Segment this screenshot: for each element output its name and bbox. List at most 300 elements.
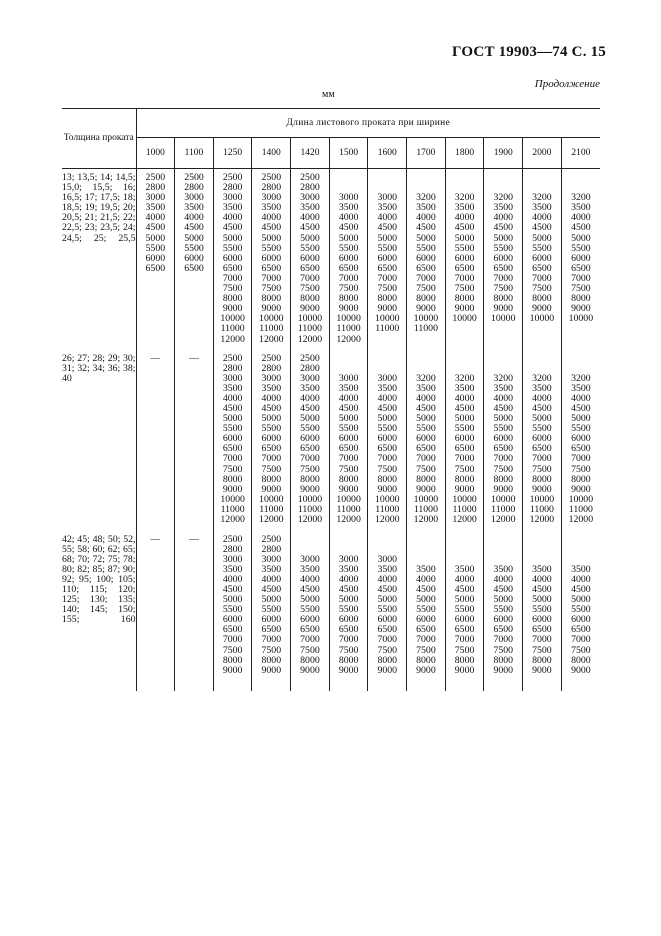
length-value: 3500	[184, 202, 204, 214]
length-value: 3500	[454, 202, 475, 214]
length-cell	[136, 350, 175, 531]
length-value: 12000	[452, 514, 477, 525]
length-value: 6000	[454, 614, 475, 626]
length-value: 5000	[571, 413, 591, 425]
length-value: 5500	[184, 242, 204, 254]
length-value: 12000	[336, 514, 361, 525]
length-value: 10000	[452, 313, 477, 325]
length-value: 3000	[338, 192, 359, 204]
length-value: 6500	[532, 624, 552, 636]
width-header-row	[62, 138, 600, 169]
length-span-header: Длина листового проката при ширине	[136, 109, 600, 138]
length-value: 11000	[336, 503, 361, 515]
length-value: 4500	[338, 402, 359, 414]
length-value: 4000	[184, 212, 204, 224]
length-value: 4000	[261, 573, 282, 585]
length-value: 4500	[222, 583, 243, 595]
length-value: 6000	[571, 614, 591, 626]
length-value: 3500	[300, 382, 320, 394]
length-value: 5500	[338, 423, 359, 435]
length-value: 10000	[568, 493, 594, 505]
length-value: 10000	[259, 313, 284, 325]
length-value: 3200	[493, 192, 514, 204]
length-value: 7500	[571, 463, 591, 475]
length-value: 5000	[338, 232, 359, 244]
length-value: 7500	[222, 463, 243, 475]
length-value: 4000	[416, 573, 436, 585]
length-value: 6500	[532, 262, 552, 274]
length-value: 10000	[529, 313, 555, 325]
length-value: 3500	[222, 563, 243, 575]
length-value: 8000	[571, 293, 591, 305]
length-value: 8000	[416, 473, 436, 485]
length-value: 2800	[222, 362, 243, 374]
length-value: 6500	[532, 443, 552, 455]
length-value: 9000	[377, 664, 398, 676]
length-value: 3500	[532, 382, 552, 394]
length-value: 3500	[377, 202, 398, 214]
length-value: 3000	[184, 192, 204, 204]
length-value: 5000	[532, 594, 552, 606]
length-value: 6000	[338, 433, 359, 445]
length-value: 5500	[571, 423, 591, 435]
length-value: 6000	[454, 252, 475, 264]
length-value: 5000	[261, 413, 282, 425]
length-value: 3200	[532, 372, 552, 384]
length-value: 6000	[416, 433, 436, 445]
page-title: ГОСТ 19903—74 С. 15	[452, 44, 606, 60]
length-cell	[561, 350, 600, 531]
length-value: 5500	[416, 242, 436, 254]
length-value: 2500	[261, 172, 282, 183]
length-value: 7000	[222, 634, 243, 646]
length-value: 5000	[338, 413, 359, 425]
length-value: 4000	[493, 573, 514, 585]
length-value: 9000	[222, 664, 243, 676]
length-value: 7000	[300, 453, 320, 465]
length-value: 5000	[338, 594, 359, 606]
length-value: 8000	[454, 293, 475, 305]
length-cell	[523, 169, 562, 350]
length-value: 5000	[222, 413, 243, 425]
length-value: 9000	[261, 483, 282, 495]
length-value: 10000	[336, 313, 361, 325]
length-value: 7000	[377, 453, 398, 465]
length-value: 8000	[416, 654, 436, 666]
length-value: 2800	[261, 543, 282, 555]
length-value: 9000	[493, 664, 514, 676]
length-value: 7000	[377, 634, 398, 646]
length-value: 6500	[261, 443, 282, 455]
length-value: 5500	[454, 423, 475, 435]
length-value: 3500	[145, 202, 166, 214]
length-value: 5500	[222, 604, 243, 616]
length-value: 4000	[532, 573, 552, 585]
length-value: 8000	[338, 654, 359, 666]
length-value: 6000	[416, 252, 436, 264]
width-header-cell: 1400	[252, 138, 291, 169]
length-value: 6500	[222, 262, 243, 274]
length-value: 3500	[261, 382, 282, 394]
length-value: 8000	[377, 654, 398, 666]
length-value: 5000	[222, 232, 243, 244]
length-value: 9000	[300, 303, 320, 315]
length-value: 4500	[338, 222, 359, 234]
length-value: 5500	[338, 242, 359, 254]
length-value: 7000	[493, 272, 514, 284]
length-value: 5000	[145, 232, 166, 244]
length-value: 6500	[454, 443, 475, 455]
length-value: 12000	[490, 514, 516, 525]
length-value: 6500	[300, 262, 320, 274]
length-value: 4000	[571, 392, 591, 404]
length-value: 5500	[300, 242, 320, 254]
length-value: 6000	[532, 252, 552, 264]
length-value: 12000	[413, 514, 439, 525]
length-value: 7500	[338, 283, 359, 295]
length-value: 8000	[222, 654, 243, 666]
length-value: 4000	[338, 212, 359, 224]
length-value: 4000	[454, 573, 475, 585]
width-header-cell: 1700	[407, 138, 446, 169]
length-value: 6000	[532, 433, 552, 445]
width-header-cell: 1420	[291, 138, 330, 169]
length-value: 8000	[300, 293, 320, 305]
length-value: 7000	[300, 634, 320, 646]
length-value: 7000	[571, 634, 591, 646]
length-value: 4500	[377, 402, 398, 414]
thickness-cell: 26; 27; 28; 29; 30; 31; 32; 34; 36; 38; 40	[62, 350, 136, 531]
length-value: 7000	[338, 634, 359, 646]
length-cell	[329, 531, 368, 691]
length-value: 8000	[261, 293, 282, 305]
length-value: 4000	[416, 392, 436, 404]
length-value: 3500	[493, 382, 514, 394]
length-value: 2500	[300, 352, 320, 364]
length-value: 2500	[261, 533, 282, 545]
length-value: 2800	[222, 182, 243, 194]
length-value: 5000	[571, 232, 591, 244]
length-value: 3500	[416, 563, 436, 575]
length-cell	[407, 531, 446, 691]
length-value: 6000	[493, 433, 514, 445]
length-value: 6500	[571, 443, 591, 455]
length-value: 12000	[375, 514, 400, 525]
length-cell	[445, 169, 484, 350]
length-value: 12000	[220, 333, 245, 345]
length-value: 7500	[222, 283, 243, 295]
length-value: 4000	[532, 212, 552, 224]
length-value: 12000	[529, 514, 555, 525]
length-value: 4500	[493, 402, 514, 414]
length-value: 7500	[261, 283, 282, 295]
length-value: 5500	[261, 604, 282, 616]
length-value: 10000	[297, 493, 323, 505]
width-header-cell: 1000	[136, 138, 175, 169]
length-value: 7000	[571, 272, 591, 284]
length-value: 6000	[377, 433, 398, 445]
length-value: 9000	[222, 303, 243, 315]
length-value: 6500	[377, 624, 398, 636]
length-value: 5000	[454, 232, 475, 244]
length-value: 8000	[571, 654, 591, 666]
length-cell	[368, 531, 407, 691]
length-value: 7500	[532, 644, 552, 656]
length-value: 9000	[416, 664, 436, 676]
length-value: 5000	[416, 232, 436, 244]
length-value: 4000	[145, 212, 166, 224]
length-value: 9000	[338, 303, 359, 315]
continuation-label: Продолжение	[534, 78, 600, 90]
length-value: 3500	[338, 563, 359, 575]
width-header-cell: 1100	[175, 138, 214, 169]
length-value: 5000	[454, 594, 475, 606]
length-value: 8000	[416, 293, 436, 305]
length-value: 7000	[416, 634, 436, 646]
length-value: 8000	[493, 473, 514, 485]
length-value: 7500	[416, 283, 436, 295]
length-value: 9000	[532, 303, 552, 315]
length-value: 7000	[532, 272, 552, 284]
length-value: 2800	[300, 362, 320, 374]
length-value: 6000	[145, 252, 166, 264]
dash-value: —	[189, 352, 199, 364]
length-value: 3500	[300, 563, 320, 575]
length-value: 7000	[454, 272, 475, 284]
length-table	[62, 108, 600, 691]
length-value: 2800	[261, 362, 282, 374]
length-value: 11000	[452, 503, 477, 515]
length-value: 3000	[377, 192, 398, 204]
length-value: 9000	[532, 664, 552, 676]
length-value: 4500	[571, 402, 591, 414]
length-value: 5500	[493, 423, 514, 435]
length-value: 6000	[571, 433, 591, 445]
length-value: 7000	[222, 272, 243, 284]
length-value: 6000	[300, 252, 320, 264]
length-cell	[213, 531, 252, 691]
length-value: 9000	[454, 664, 475, 676]
length-value: 8000	[454, 654, 475, 666]
length-value: 7000	[454, 634, 475, 646]
length-value: 7500	[300, 463, 320, 475]
length-value: 5500	[377, 604, 398, 616]
length-value: 3500	[338, 202, 359, 214]
length-value: 3500	[532, 563, 552, 575]
length-value: 5000	[532, 413, 552, 425]
length-cell	[329, 169, 368, 350]
length-value: 11000	[297, 323, 323, 335]
length-value: 4500	[532, 583, 552, 595]
length-value: 2500	[300, 172, 320, 183]
length-cell	[484, 531, 523, 691]
length-value: 6000	[222, 614, 243, 626]
length-value: 3000	[222, 372, 243, 384]
length-value: 4500	[145, 222, 166, 234]
length-value: 4500	[571, 222, 591, 234]
length-value: 7500	[532, 463, 552, 475]
length-value: 8000	[338, 473, 359, 485]
length-value: 9000	[261, 303, 282, 315]
length-value: 2500	[261, 352, 282, 364]
width-header-cell: 1250	[213, 138, 252, 169]
length-cell	[291, 350, 330, 531]
length-value: 3500	[261, 202, 282, 214]
length-value: 7000	[261, 634, 282, 646]
length-value: 7500	[493, 463, 514, 475]
length-value: 10000	[413, 313, 439, 325]
table-row	[62, 350, 600, 531]
length-cell	[523, 350, 562, 531]
length-value: 7500	[300, 283, 320, 295]
length-value: 4000	[454, 212, 475, 224]
length-cell	[291, 531, 330, 691]
length-value: 5000	[493, 594, 514, 606]
length-value: 7500	[338, 463, 359, 475]
length-value: 3200	[493, 372, 514, 384]
length-value: 5500	[493, 242, 514, 254]
length-value: 7000	[454, 453, 475, 465]
length-value: 9000	[454, 483, 475, 495]
length-value: 2500	[145, 172, 166, 183]
length-value: 2800	[184, 182, 204, 194]
length-value: 11000	[413, 323, 438, 335]
length-value: 5000	[300, 413, 320, 425]
length-value: 4500	[222, 222, 243, 234]
length-value: 3000	[261, 372, 282, 384]
length-value: 7000	[377, 272, 398, 284]
length-value: 12000	[259, 514, 284, 525]
length-value: 6000	[377, 614, 398, 626]
length-value: 5000	[377, 594, 398, 606]
length-value: 7000	[493, 634, 514, 646]
length-value: 4500	[184, 222, 204, 234]
length-value: 9000	[377, 303, 398, 315]
length-value: 5500	[338, 604, 359, 616]
length-value: 4000	[377, 392, 398, 404]
length-value: 3000	[145, 192, 166, 204]
length-value: 6000	[222, 252, 243, 264]
length-value: 4500	[416, 583, 436, 595]
length-value: 5000	[377, 232, 398, 244]
length-cell	[368, 350, 407, 531]
length-value: 4000	[493, 392, 514, 404]
length-value: 2500	[222, 172, 243, 183]
length-value: 7000	[416, 453, 436, 465]
length-value: 4500	[416, 402, 436, 414]
length-value: 11000	[375, 323, 400, 335]
length-value: 4500	[338, 583, 359, 595]
length-cell	[523, 531, 562, 691]
length-value: 3200	[416, 372, 436, 384]
length-value: 5500	[454, 242, 475, 254]
length-value: 5500	[532, 604, 552, 616]
length-value: 10000	[375, 313, 400, 325]
length-value: 6000	[532, 614, 552, 626]
length-value: 11000	[220, 323, 245, 335]
length-cell	[291, 169, 330, 350]
thickness-header: Толщина проката	[62, 109, 136, 169]
length-value: 3500	[416, 382, 436, 394]
length-value: 5500	[571, 604, 591, 616]
width-header-cell: 1900	[484, 138, 523, 169]
length-value: 8000	[300, 654, 320, 666]
width-header-cell: 1600	[368, 138, 407, 169]
length-value: 4000	[377, 212, 398, 224]
length-cell	[175, 531, 214, 691]
length-value: 7500	[454, 283, 475, 295]
length-value: 10000	[413, 493, 439, 505]
length-value: 6000	[377, 252, 398, 264]
length-value: 4000	[222, 392, 243, 404]
length-value: 11000	[336, 323, 361, 335]
length-value: 7500	[416, 463, 436, 475]
length-value: 3200	[532, 192, 552, 204]
width-header-cell: 2000	[523, 138, 562, 169]
length-value: 6000	[338, 614, 359, 626]
length-value: 8000	[493, 654, 514, 666]
length-value: 8000	[338, 293, 359, 305]
length-cell	[407, 169, 446, 350]
length-value: 3500	[261, 563, 282, 575]
length-value: 5000	[222, 594, 243, 606]
length-value: 3500	[338, 382, 359, 394]
length-cell	[213, 169, 252, 350]
length-value: 5000	[493, 413, 514, 425]
length-value: 5500	[454, 604, 475, 616]
length-value: 6500	[493, 624, 514, 636]
length-value: 6500	[338, 262, 359, 274]
length-value: 7000	[416, 272, 436, 284]
length-value: 7500	[454, 644, 475, 656]
length-value: 6000	[300, 433, 320, 445]
length-value: 3500	[532, 202, 552, 214]
length-value: 4000	[493, 212, 514, 224]
length-value: 5500	[493, 604, 514, 616]
length-value: 6500	[454, 262, 475, 274]
length-value: 9000	[493, 483, 514, 495]
length-value: 5500	[222, 242, 243, 254]
length-value: 7000	[338, 453, 359, 465]
length-value: 4500	[571, 583, 591, 595]
length-value: 5000	[416, 413, 436, 425]
length-value: 3500	[416, 202, 436, 214]
length-value: 7000	[493, 453, 514, 465]
length-value: 6500	[261, 262, 282, 274]
length-value: 4000	[532, 392, 552, 404]
length-value: 10000	[529, 493, 555, 505]
length-value: 5500	[261, 242, 282, 254]
length-value: 9000	[261, 664, 282, 676]
length-value: 7500	[261, 463, 282, 475]
length-value: 9000	[300, 664, 320, 676]
length-value: 3500	[377, 382, 398, 394]
length-value: 5000	[261, 594, 282, 606]
length-value: 8000	[377, 473, 398, 485]
length-value: 6000	[493, 252, 514, 264]
length-value: 3000	[261, 192, 282, 204]
length-cell	[252, 169, 291, 350]
length-value: 4500	[261, 222, 282, 234]
length-value: 7000	[300, 272, 320, 284]
length-value: 3000	[300, 192, 320, 204]
length-value: 8000	[261, 473, 282, 485]
length-value: 8000	[454, 473, 475, 485]
length-value: 6000	[261, 433, 282, 445]
length-value: 6500	[338, 624, 359, 636]
length-value: 8000	[222, 293, 243, 305]
length-value: 7000	[532, 634, 552, 646]
